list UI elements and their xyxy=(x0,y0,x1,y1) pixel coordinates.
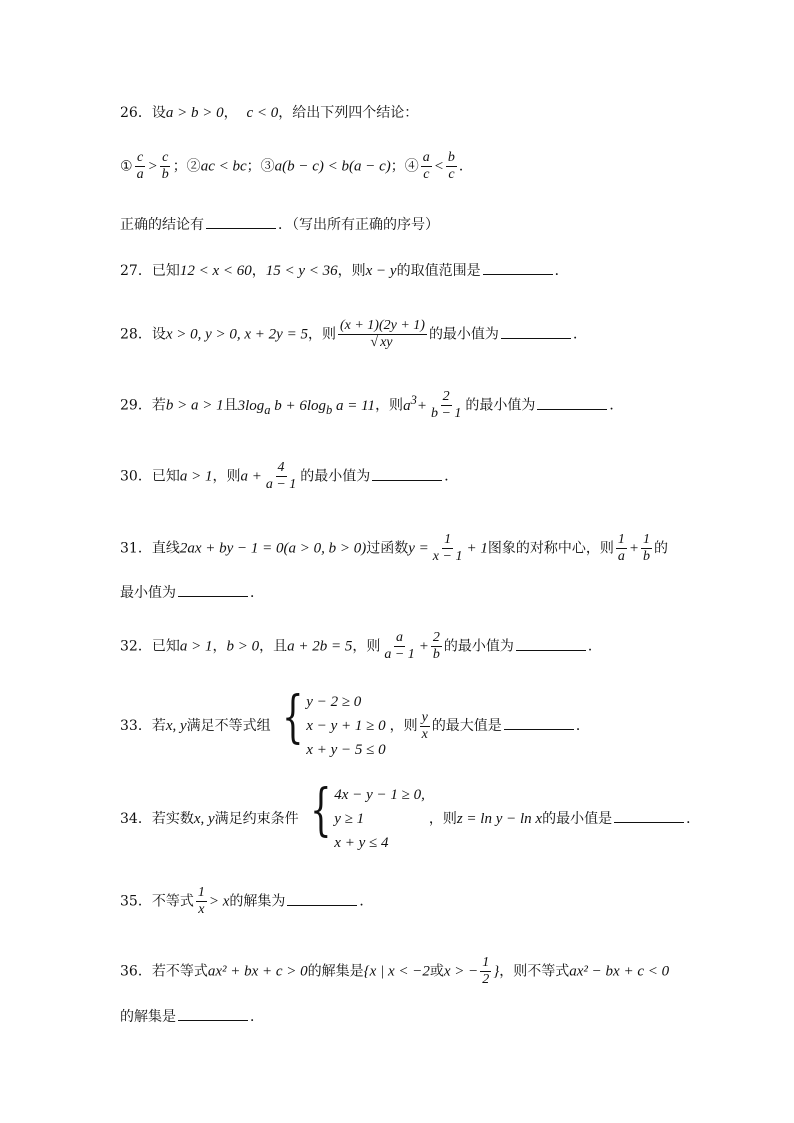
constraint-system: { 4x − y − 1 ≥ 0, y ≥ 1 x + y ≤ 4 xyxy=(309,778,425,851)
question-26-line2: ① $\frac{c}{a}$ > $\frac{c}{b}$ ；②ac < bc；③a(b − c) < b(a − c)；④ $\frac{a}{c}$ < $\frac{b}{c}$ ． xyxy=(120,150,473,182)
answer-blank[interactable] xyxy=(504,715,574,730)
question-31-line2: 最小值为 ． xyxy=(120,582,264,603)
question-34: 34．若实数x, y满足约束条件 { 4x − y − 1 ≥ 0, y ≥ 1 x + y ≤ 4 ，则z = ln y − ln x的最小值是 ． xyxy=(120,783,700,855)
question-26-line3: 正确的结论有 ．（写出所有正确的序号） xyxy=(120,214,439,235)
question-32: 32．已知a > 1，b > 0，且a + 2b = 5，则 $\frac{a}{a - 1}$ + $\frac{2}{b}$ 的最小值为 ． xyxy=(120,630,602,662)
question-30: 30．已知a > 1，则a + $\frac{4}{a - 1}$ 的最小值为 ． xyxy=(120,460,459,492)
question-31-line1: 31．直线2ax + by − 1 = 0(a > 0, b > 0)过函数y = $\frac{1}{x - 1}$ + 1图象的对称中心，则 $\frac{1}{a}$ + $\frac{1}{b}$ 的 xyxy=(120,532,668,564)
question-28: 28．设x > 0, y > 0, x + 2y = 5，则 $\frac{(x + 1)(2y + 1)}{√ xy}$ 的最小值为 ． xyxy=(120,318,587,350)
answer-blank[interactable] xyxy=(178,1006,248,1021)
answer-blank[interactable] xyxy=(206,214,276,229)
answer-blank[interactable] xyxy=(372,466,442,481)
question-36-line1: 36．若不等式ax² + bx + c > 0的解集是{x | x < −2或x > − $\frac{1}{2}$ }，则不等式ax² − bx + c < 0 xyxy=(120,955,670,987)
answer-blank[interactable] xyxy=(287,891,357,906)
question-26-line1: 26．设a > b > 0， c < 0，给出下列四个结论： xyxy=(120,105,419,121)
question-33: 33．若x, y满足不等式组 { y − 2 ≥ 0 x − y + 1 ≥ 0 x + y − 5 ≤ 0 ，则 $\frac{y}{x}$ 的最大值是 ． xyxy=(120,690,590,762)
inequality-system: { y − 2 ≥ 0 x − y + 1 ≥ 0 x + y − 5 ≤ 0 xyxy=(281,685,386,758)
answer-blank[interactable] xyxy=(614,808,684,823)
question-29: 29．若b > a > 1且$3\log_a$ $b + 6\log_b$ a = 11，则$a^3+$ $\frac{2}{b - 1}$ 的最小值为 ． xyxy=(120,389,624,421)
question-35: 35．不等式 $\frac{1}{x}$ > x的解集为 ． xyxy=(120,885,374,917)
answer-blank[interactable] xyxy=(483,260,553,275)
answer-blank[interactable] xyxy=(178,582,248,597)
answer-blank[interactable] xyxy=(516,636,586,651)
answer-blank[interactable] xyxy=(537,395,607,410)
answer-blank[interactable] xyxy=(501,324,571,339)
question-36-line2: 的解集是 ． xyxy=(120,1006,264,1027)
question-27: 27．已知12 < x < 60，15 < y < 36，则x − y的取值范围是 ． xyxy=(120,260,569,281)
